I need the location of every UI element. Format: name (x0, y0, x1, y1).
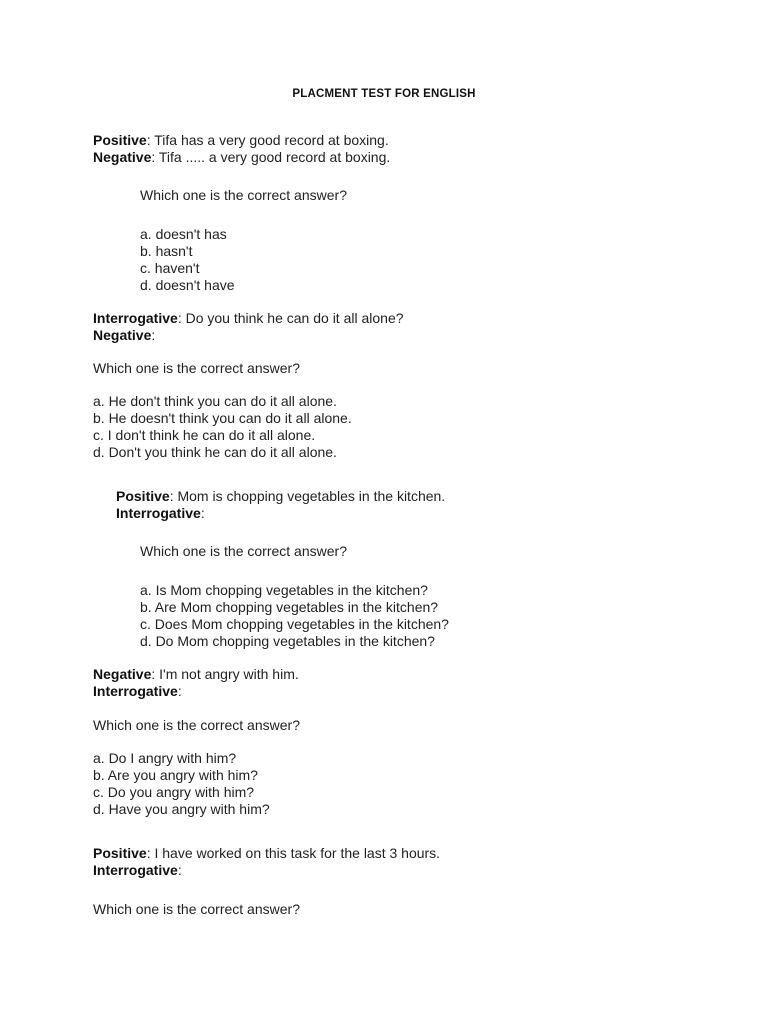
q2-option-b: b. He doesn't think you can do it all alone. (93, 410, 352, 426)
q5-target-text: : (177, 862, 182, 878)
q1-target (93, 149, 390, 166)
q1-statement (93, 132, 389, 149)
q3-statement (116, 488, 445, 505)
q1-target-text: : Tifa ..... a very good record at boxing. (151, 149, 391, 165)
q3-statement-label: Positive (116, 488, 170, 504)
q2-prompt: Which one is the correct answer? (93, 360, 300, 376)
q4-target (93, 683, 182, 700)
q2-target-text: : (151, 327, 156, 343)
q1-statement-text: : Tifa has a very good record at boxing. (146, 132, 389, 148)
q3-option-b: b. Are Mom chopping vegetables in the kitchen? (140, 599, 439, 615)
q1-option-a: a. doesn't has (140, 226, 227, 242)
q3-target (116, 505, 205, 522)
q4-target-text: : (177, 683, 182, 699)
q1-option-d: d. doesn't have (140, 277, 235, 293)
q2-statement (93, 310, 404, 327)
q2-statement-label: Interrogative (93, 310, 178, 326)
q1-statement-label: Positive (93, 132, 147, 148)
q4-target-label: Interrogative (93, 683, 178, 699)
q3-option-c: c. Does Mom chopping vegetables in the kitchen? (140, 616, 449, 632)
q5-target-label: Interrogative (93, 862, 178, 878)
q1-prompt: Which one is the correct answer? (140, 187, 347, 203)
q4-statement-text: : I'm not angry with him. (151, 666, 299, 682)
q3-option-d: d. Do Mom chopping vegetables in the kitchen? (140, 633, 435, 649)
q5-statement (93, 845, 440, 862)
q5-statement-text: : I have worked on this task for the last 3 hours. (146, 845, 441, 861)
q2-statement-text: : Do you think he can do it all alone? (177, 310, 404, 326)
q5-target (93, 862, 182, 879)
q5-prompt: Which one is the correct answer? (93, 901, 300, 917)
q5-statement-label: Positive (93, 845, 147, 861)
q3-target-text: : (200, 505, 205, 521)
q4-option-c: c. Do you angry with him? (93, 784, 255, 800)
q1-option-c: c. haven't (140, 260, 200, 276)
q4-option-a: a. Do I angry with him? (93, 750, 237, 766)
q2-target-label: Negative (93, 327, 152, 343)
q3-target-label: Interrogative (116, 505, 201, 521)
q1-target-label: Negative (93, 149, 152, 165)
q4-statement (93, 666, 299, 683)
q3-option-a: a. Is Mom chopping vegetables in the kitchen? (140, 582, 428, 598)
q2-option-a: a. He don't think you can do it all alone. (93, 393, 337, 409)
q4-prompt: Which one is the correct answer? (93, 717, 300, 733)
q2-target (93, 327, 155, 344)
q4-statement-label: Negative (93, 666, 152, 682)
q4-option-b: b. Are you angry with him? (93, 767, 258, 783)
q2-option-c: c. I don't think he can do it all alone. (93, 427, 316, 443)
q3-prompt: Which one is the correct answer? (140, 543, 347, 559)
q4-option-d: d. Have you angry with him? (93, 801, 270, 817)
q2-option-d: d. Don't you think he can do it all alone. (93, 444, 337, 460)
q1-option-b: b. hasn't (140, 243, 193, 259)
q3-statement-text: : Mom is chopping vegetables in the kitchen. (169, 488, 446, 504)
document-title: PLACMENT TEST FOR ENGLISH (292, 88, 476, 100)
